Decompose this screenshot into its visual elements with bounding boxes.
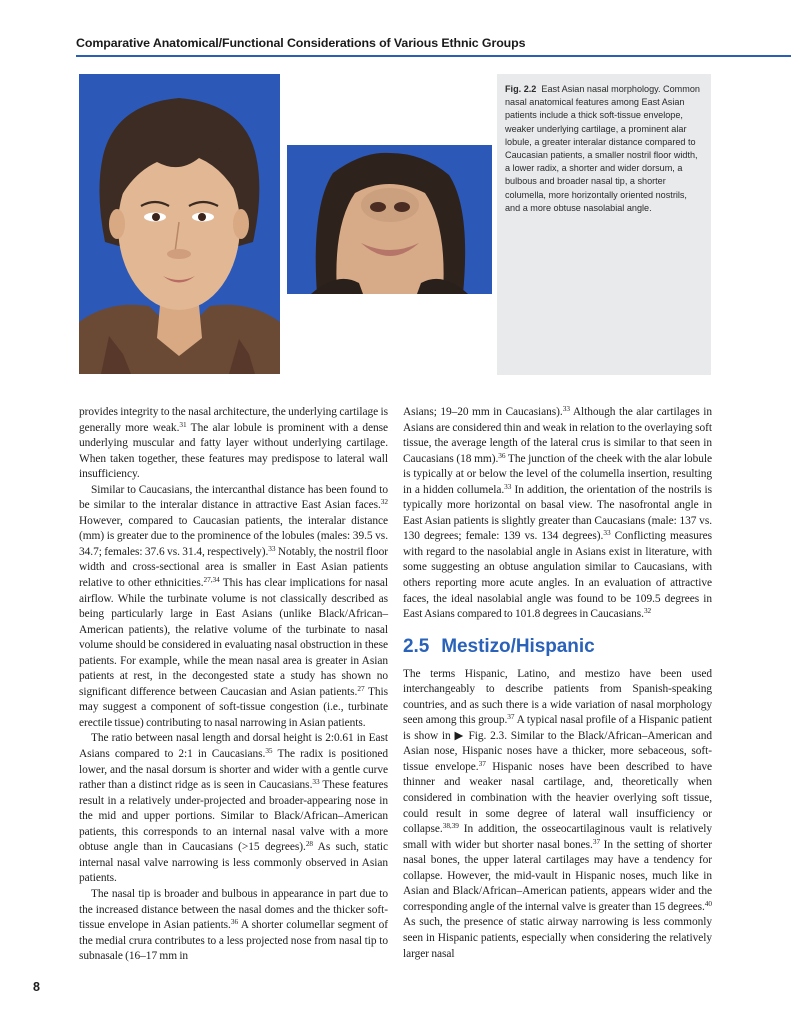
section-number: 2.5 (403, 635, 430, 657)
right-column (403, 405, 712, 962)
citation: 36 (230, 917, 239, 927)
citation: 27 (357, 683, 365, 693)
citation: 37 (592, 836, 601, 846)
header-rule (76, 55, 791, 57)
paragraph: Asians; 19–20 mm in Caucasians).$^{33}$ Although the alar cartilages in Asians are considered thin and weak in relation to the overlaying soft tissue, the average length of the lateral crus is similar to that seen in Caucasians (18 mm).$^{36}$ The junction of the cheek with the alar lobule is typically at or below the level of the columella insertion, resulting in a hidden collumela.$^{33}$ In addition, the orientation of the nostrils is typically more horizontal on basal view. The nasofrontal angle in East Asian patients is slightly greater than Caucasians (male: 137 vs. 130 degrees; female: 139 vs. 134 degrees).$^{33}$ Conflicting measures with regard to the nasolabial angle in Asians exist in literature, with some suggesting an obtuse angulation similar to Caucasians, with others reporting more acute angles. In an evaluation of attractive faces, the ideal nasolabial angle was found to be 109.5 degrees in East Asians compared to 101.8 degrees in Caucasians.$^{32}$ (403, 404, 713, 621)
citation: 28 (305, 839, 314, 849)
citation: 33 (268, 543, 276, 553)
citation: 32 (380, 497, 388, 507)
frontal-face-image (79, 74, 280, 374)
citation: 27,34 (203, 575, 220, 585)
citation: 33 (312, 777, 320, 787)
paragraph: The nasal tip is broader and bulbous in appearance in part due to the increased distance between the nasal domes and the thicker soft-tissue envelope in Asian patients.$^{36}$ A shorter columellar segment of the medial crura contributes to a less projected nose from nasal tip to subnasale (16–17 mm in (79, 887, 389, 963)
running-header: Comparative Anatomical/Functional Considerations of Various Ethnic Groups (76, 36, 526, 50)
citation: 37 (478, 758, 486, 768)
citation: 36 (498, 450, 506, 460)
figure-caption (497, 74, 711, 375)
paragraph: The terms Hispanic, Latino, and mestizo have been used interchangeably to describe patients from Spanish-speaking countries, and as such there is a wide variation of nasal morphology seen among this group.$^{37}$ A typical nasal profile of a Hispanic patient is show in ▶ Fig. 2.3. Similar to the Black/African–American and Asian nose, Hispanic noses have a thicker, more sebaceous, soft-tissue envelope.$^{37}$ Hispanic noses have been described to have thinner and weaker nasal cartilage, and, theoretically when considered in combination with the heavier overlying soft tissue, could result in some degree of lateral wall insufficiency or collapse.$^{38,39}$ In addition, the osseocartilaginous vault is relatively small with wider but shorter nasal bones.$^{37}$ In the setting of shorter nasal bones, the upper lateral cartilages may have a tendency for collapse. However, the mid-vault in Hispanic noses, much like in Asian and Black/African–American patients, appears wider and the corresponding angle of the internal valve is greater than 15 degrees.$^{40}$ As such, the presence of static airway narrowing is less commonly seen in Hispanic patients, especially when considering the relatively larger nasal (403, 667, 712, 960)
citation: 38,39 (442, 821, 459, 831)
paragraph: provides integrity to the nasal architecture, the underlying cartilage is generally more weak.$^{31}$ The alar lobule is prominent with a dense underlying muscular and fatty layer without underlying cartilage. When taken together, these features may predispose to lateral wall insufficiency. (79, 406, 388, 481)
citation: 40 (704, 898, 712, 908)
figure-photo-basal (287, 145, 492, 294)
section-title: Mestizo/Hispanic (441, 635, 595, 657)
citation: 33 (603, 528, 611, 538)
citation: 32 (643, 606, 652, 616)
citation: 33 (562, 404, 570, 413)
left-column (79, 405, 388, 965)
basal-view-image (287, 145, 492, 294)
citation: 33 (504, 481, 512, 491)
paragraph: The ratio between nasal length and dorsal height is 2:0.61 in East Asians compared to 2:1 in Caucasians.$^{35}$ The radix is positioned lower, and the nasal dorsum is shorter and wider with a gentle curve rather than a distinct ridge as is seen in Caucasians.$^{33}$ These features result in a relatively under-projected and broader-appearing nose in the mid and upper portions. Similar to Black/African–American patients, this corresponds to an internal nasal valve with a more obtuse angle than in Caucasians (>15 degrees).$^{28}$ As such, static internal nasal valve narrowing is less commonly observed in Asian patients. (79, 732, 389, 885)
figure-photo-frontal (79, 74, 280, 374)
figure-label: Fig. 2.2 (505, 84, 537, 94)
citation: 35 (265, 746, 273, 756)
page-number: 8 (33, 980, 40, 994)
citation: 37 (507, 712, 515, 722)
citation: 31 (179, 419, 187, 429)
figure-caption-text: East Asian nasal morphology. Common nasal anatomical features among East Asian patients include a thick soft-tissue envelope, weaker underlying cartilage, a prominent alar lobule, a greater interalar distance compared to Caucasian patients, a smaller nostril floor width, a lower radix, a shorter and wider dorsum, a bulbous and broader nasal tip, a shorter columella, more horizontally oriented nostrils, and a more obtuse nasolabial angle. (505, 84, 700, 213)
paragraph: Similar to Caucasians, the intercanthal distance has been found to be similar to the interalar distance in attractive East Asian faces.$^{32}$ However, compared to Caucasian patients, the interalar distance (mm) is greater due to the prominence of the lobules (males: 39.5 vs. 34.7; females: 37.6 vs. 31.4, respectively).$^{33}$ Notably, the nostril floor width and cross-sectional area is smaller in East Asian patients relative to other ethnicities.$^{27,34}$ This has clear implications for nasal airflow. While the turbinate volume is not classically described as being particularly large in East Asians (unlike Black/African–American patients), the relative volume of the turbinate to nasal volume should be considered in evaluating nasal obstruction in these patients. For example, while the mean nasal area is greater in Asian patients at rest, in the decongested state a study has shown no significant difference between Caucasian and Asian patients.$^{27}$ This may suggest a component of soft-tissue congestion (i.e., turbinate erectile tissue) contributing to nasal narrowing in Asian patients. (79, 483, 388, 729)
section-heading (403, 635, 712, 659)
